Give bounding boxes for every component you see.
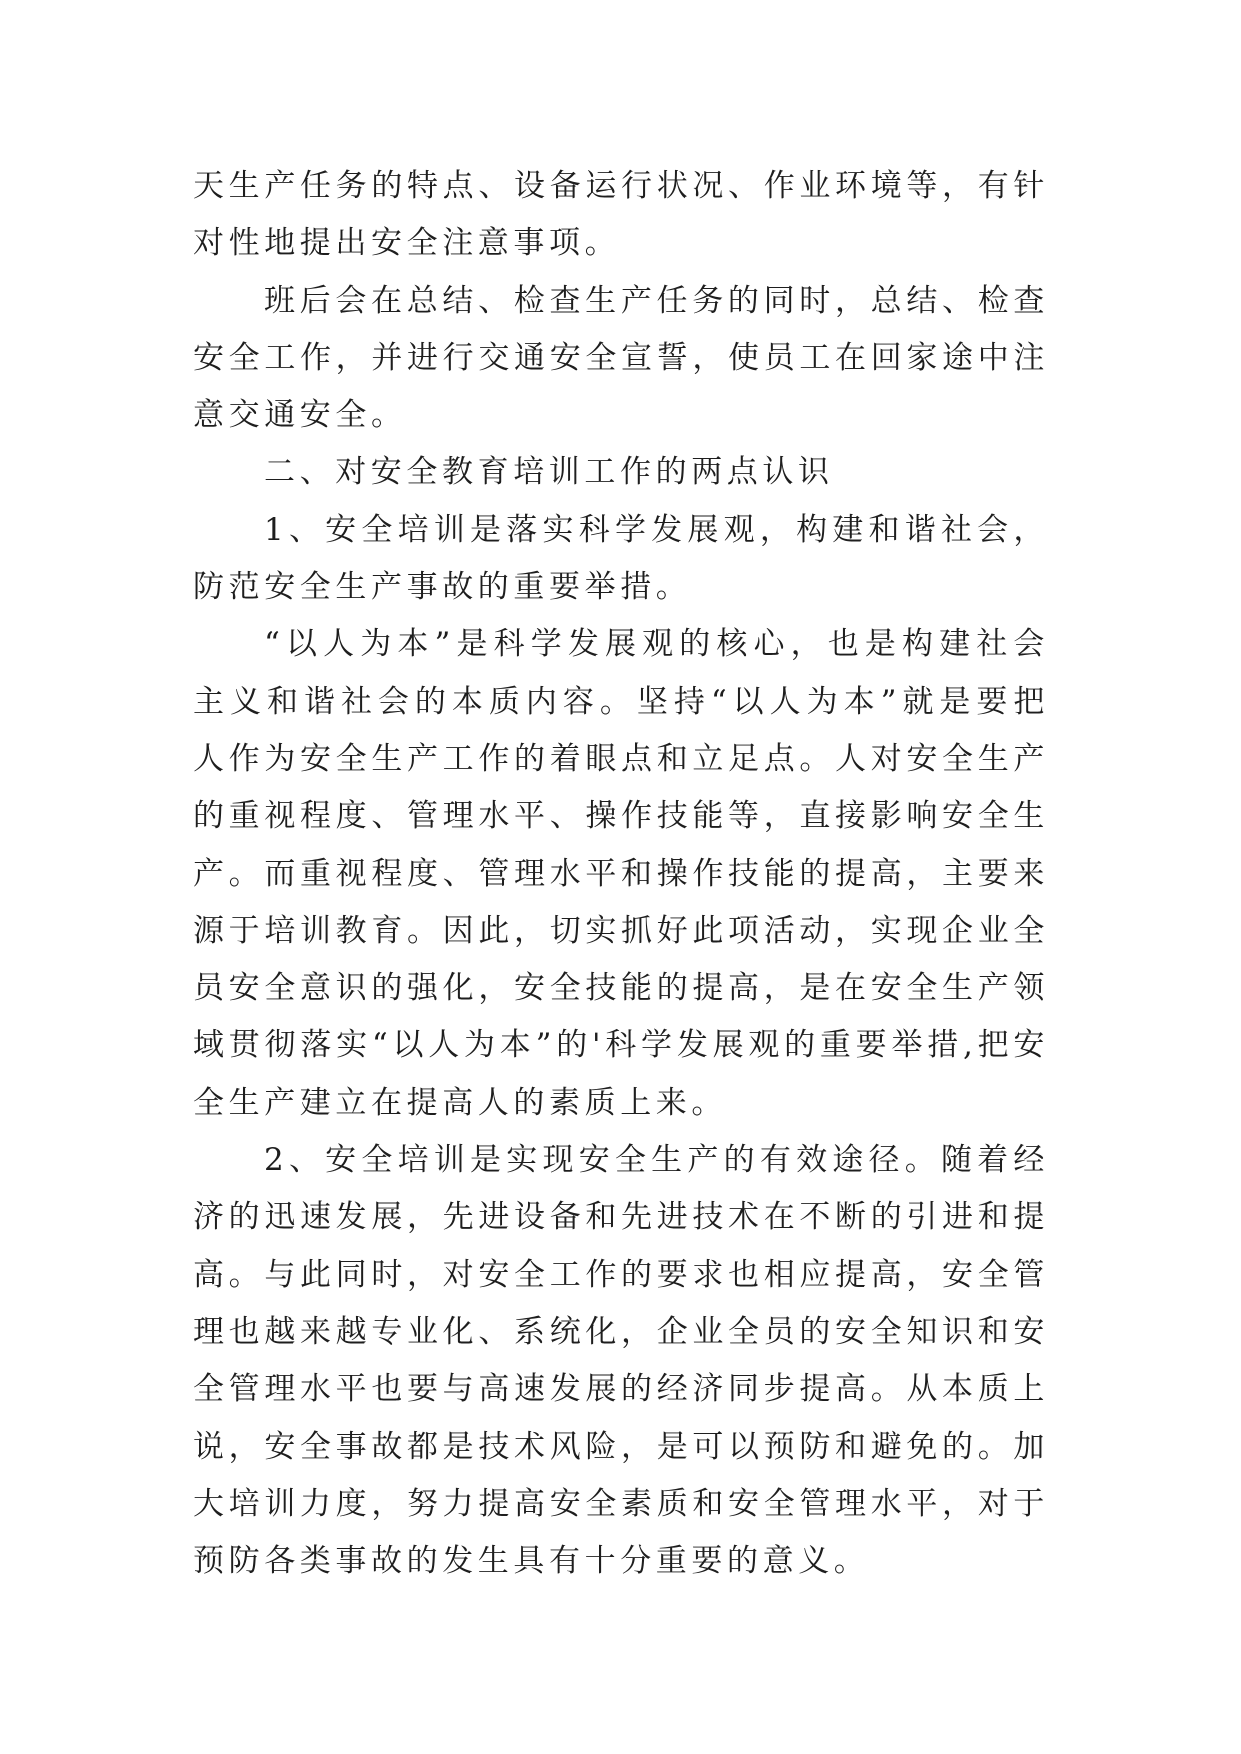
point-one-heading: 1、安全培训是落实科学发展观，构建和谐社会，防范安全生产事故的重要举措。 [193,511,1049,606]
document-body [193,158,1049,1590]
paragraph-post-shift-meeting: 班后会在总结、检查生产任务的同时，总结、检查安全工作，并进行交通安全宣誓，使员工在回家途中注意交通安全。 [193,282,1049,434]
point-two-paragraph: 2、安全培训是实现安全生产的有效途径。随着经济的迅速发展，先进设备和先进技术在不断的引进和提高。与此同时，对安全工作的要求也相应提高，安全管理也越来越专业化、系统化，企业全员的安全知识和安全管理水平也要与高速发展的经济同步提高。从本质上说，安全事故都是技术风险，是可以预防和避免的。加大培训力度，努力提高安全素质和安全管理水平，对于预防各类事故的发生具有十分重要的意义。 [193,1142,1049,1580]
paragraph-people-oriented: “以人为本”是科学发展观的核心，也是构建社会主义和谐社会的本质内容。坚持“以人为本”就是要把人作为安全生产工作的着眼点和立足点。人对安全生产的重视程度、管理水平、操作技能等，直接影响安全生产。而重视程度、管理水平和操作技能的提高，主要来源于培训教育。因此，切实抓好此项活动，实现企业全员安全意识的强化，安全技能的提高，是在安全生产领域贯彻落实“以人为本”的'科学发展观的重要举措,把安全生产建立在提高人的素质上来。 [193,626,1049,1121]
paragraph-continuation: 天生产任务的特点、设备运行状况、作业环境等，有针对性地提出安全注意事项。 [193,168,1049,262]
section-heading: 二、对安全教育培训工作的两点认识 [264,454,834,491]
